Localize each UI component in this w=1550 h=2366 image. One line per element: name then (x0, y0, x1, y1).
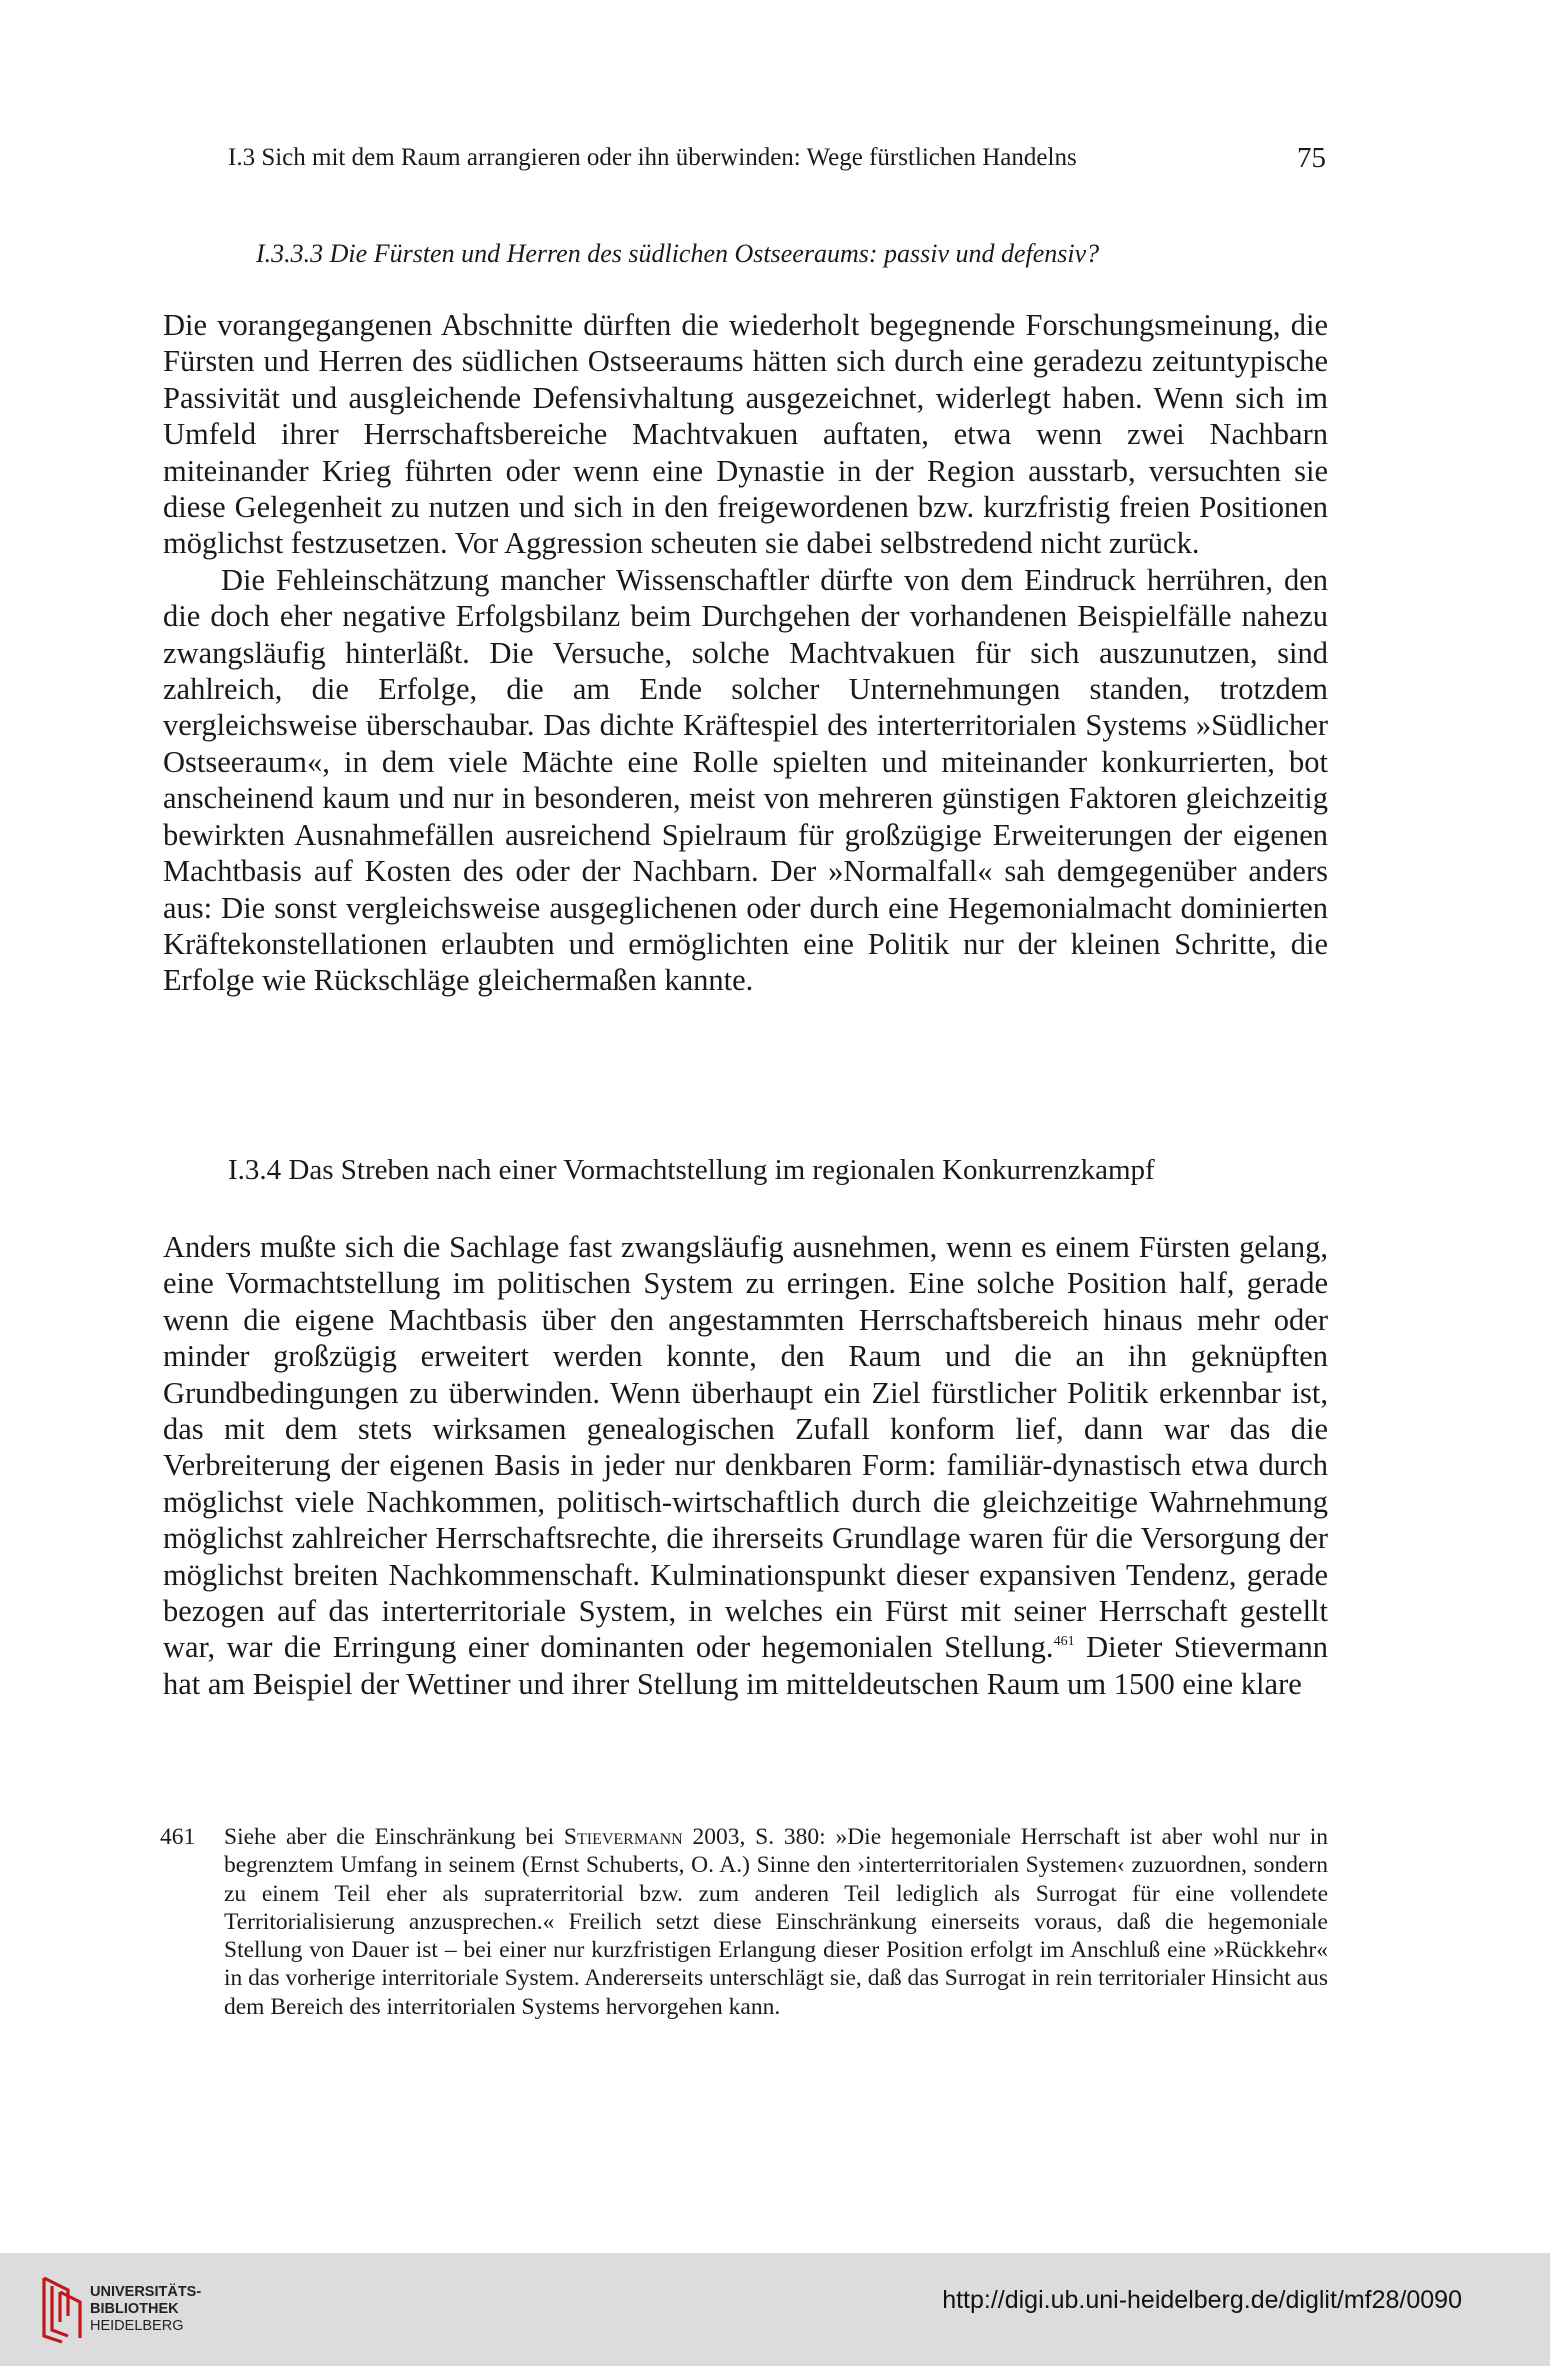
paragraph: Die Fehleinschätzung mancher Wissenschaftler dürfte von dem Eindruck herrühren, den die doch eher negative Erfolgsbilanz beim Durchgehen der vorhandenen Beispielfälle nahezu zwangsläufig hinterläßt. Die Versuche, solche Machtvakuen für sich auszunutzen, sind zahlreich, die Erfolge, die am Ende solcher Unternehmungen standen, trotzdem vergleichsweise überschaubar. Das dichte Kräftespiel des interterritorialen Systems »Südlicher Ostseeraum«, in dem viele Mächte eine Rolle spielten und miteinander konkurrierten, bot anscheinend kaum und nur in besonderen, meist von mehreren günstigen Faktoren gleichzeitig bewirkten Ausnahmefällen ausreichend Spielraum für großzügige Erweiterungen der eigenen Machtbasis auf Kosten des oder der Nachbarn. Der »Normalfall« sah demgegenüber anders aus: Die sonst vergleichsweise ausgeglichenen oder durch eine Hegemonialmacht dominierten Kräftekonstellationen erlaubten und ermöglichten eine Politik nur der kleinen Schritte, die Erfolge wie Rückschläge gleichermaßen kannte. (163, 562, 1328, 998)
footnote (160, 1823, 1328, 2021)
footnote-text-start: Siehe aber die Einschränkung bei (224, 1824, 564, 1850)
running-title: I.3 Sich mit dem Raum arrangieren oder ihn überwinden: Wege fürstlichen Handelns (228, 144, 1077, 171)
source-url[interactable]: http://digi.ub.uni-heidelberg.de/diglit/mf28/0090 (942, 2286, 1462, 2314)
library-logo[interactable] (40, 2272, 200, 2348)
subsection-heading: I.3.3.3 Die Fürsten und Herren des südlichen Ostseeraums: passiv und defensiv? (256, 239, 1100, 268)
footnote-number: 461 (160, 1824, 196, 1850)
footnote-text-rest: 2003, S. 380: »Die hegemoniale Herrschaft ist aber wohl nur in begrenztem Umfang in seinem (Ernst Schuberts, O. A.) Sinne den ›interterritorialen Systemen‹ zuzuordnen, sondern zu einem Teil eher als supraterritorial bzw. zum anderen Teil lediglich als Surrogat für eine vollendete Territorialisierung anzusprechen.« Freilich setzt diese Einschränkung einerseits voraus, daß die hegemoniale Stellung von Dauer ist – bei einer nur kurzfristigen Erlangung dieser Position erfolgt im Anschluß eine »Rückkehr« in das vorherige interritoriale System. Andererseits unterschlägt sie, daß das Surrogat in rein territorialer Hinsicht aus dem Bereich des interritorialen Systems hervorgehen kann. (224, 1824, 1329, 2020)
footer-bar (0, 2253, 1550, 2366)
footnote-author: Stievermann (563, 1824, 683, 1850)
running-header (228, 138, 1326, 178)
ub-heidelberg-logo-icon (40, 2276, 84, 2344)
footnote-text (224, 1823, 1328, 2021)
section-heading: I.3.4 Das Streben nach einer Vormachtstellung im regionalen Konkurrenzkampf (228, 1154, 1155, 1186)
library-name (90, 2284, 201, 2335)
section-body (163, 1229, 1328, 1702)
page-number: 75 (1297, 142, 1326, 174)
paragraph-text-continued: Dieter Stievermann hat am Beispiel der Wettiner und ihrer Stellung im mitteldeutschen Raum um 1500 eine klare (163, 1630, 1328, 1701)
library-name-line: HEIDELBERG (90, 2318, 184, 2334)
paragraph: Die vorangegangenen Abschnitte dürften die wiederholt begegnende Forschungsmeinung, die Fürsten und Herren des südlichen Ostseeraums hätten sich durch eine geradezu zeituntypische Passivität und ausgleichende Defensivhaltung ausgezeichnet, widerlegt haben. Wenn sich im Umfeld ihrer Herrschaftsbereiche Machtvakuen auftaten, etwa wenn zwei Nachbarn miteinander Krieg führten oder wenn eine Dynastie in der Region ausstarb, versuchten sie diese Gelegenheit zu nutzen und sich in den freigewordenen bzw. kurzfristig freien Positionen möglichst festzusetzen. Vor Aggression scheuten sie dabei selbstredend nicht zurück. (163, 308, 1328, 561)
subsection-body (163, 307, 1328, 999)
library-name-line: UNIVERSITÄTS- (90, 2284, 202, 2300)
footnote-reference[interactable]: 461 (1053, 1634, 1075, 1650)
paragraph (163, 1229, 1328, 1702)
library-name-line: BIBLIOTHEK (90, 2301, 179, 2317)
paragraph-text: Anders mußte sich die Sachlage fast zwangsläufig ausnehmen, wenn es einem Fürsten gelang, eine Vormachtstellung im politischen System zu erringen. Eine solche Position half, gerade wenn die eigene Machtbasis über den angestammten Herrschaftsbereich hinaus mehr oder minder großzügig erweitert werden konnte, den Raum und die an ihn geknüpften Grundbedingungen zu überwinden. Wenn überhaupt ein Ziel fürstlicher Politik erkennbar ist, das mit dem stets wirksamen genealogischen Zufall konform lief, dann war das die Verbreiterung der eigenen Basis in jeder nur denkbaren Form: familiär-dynastisch etwa durch möglichst viele Nachkommen, politisch-wirtschaftlich durch die gleichzeitige Wahrnehmung möglichst zahlreicher Herrschaftsrechte, die ihrerseits Grundlage waren für die Versorgung der möglichst breiten Nachkommenschaft. Kulminationspunkt dieser expansiven Tendenz, gerade bezogen auf das interterritoriale System, in welches ein Fürst mit seiner Herrschaft gestellt war, war die Erringung einer dominanten oder hegemonialen Stellung. (163, 1230, 1328, 1665)
